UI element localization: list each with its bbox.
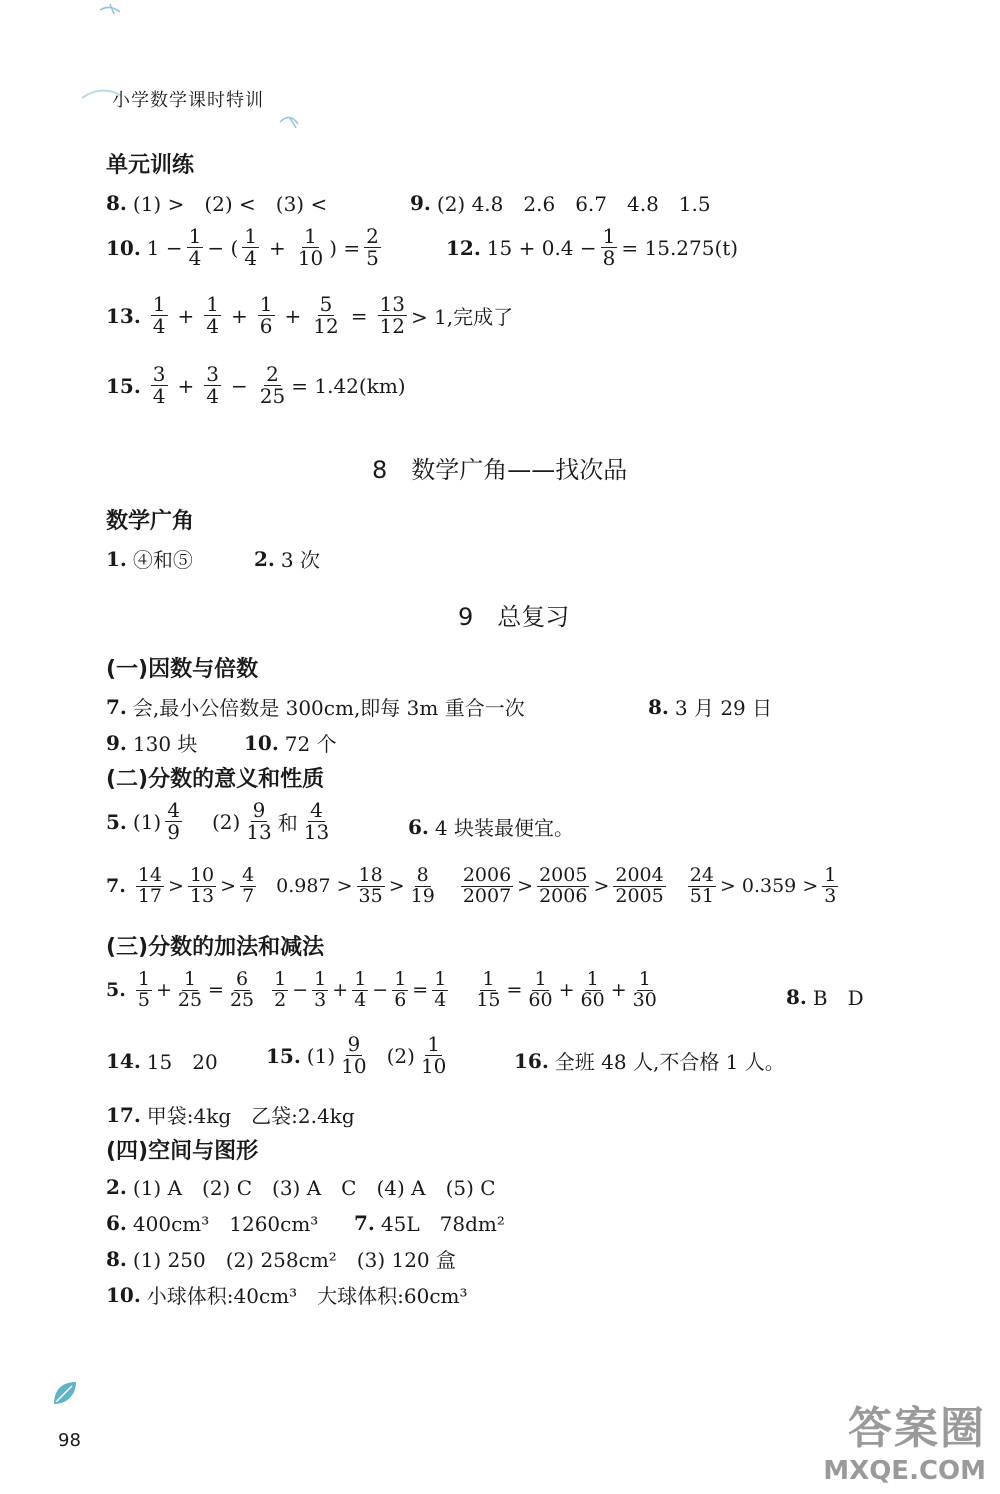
fraction: $\frac{18}{35}$	[358, 864, 383, 907]
fraction: $\frac{1}{3}$	[314, 968, 327, 1011]
fraction: $\frac{9}{10}$	[341, 1032, 367, 1078]
fraction: $\frac{1}{4}$	[434, 968, 447, 1011]
fraction: $\frac{1}{4}$	[188, 224, 202, 270]
answer-p3-16: 16. 全班 48 人,不合格 1 人。	[514, 1048, 785, 1074]
answer-p1-7: 7. 会,最小公倍数是 300cm,即每 3m 重合一次	[106, 694, 525, 720]
fraction: $\frac{13}{12}$	[379, 292, 405, 338]
section-part-2: (二)分数的意义和性质	[106, 767, 325, 792]
fraction: $\frac{1}{3}$	[824, 864, 837, 907]
section-math-corner: 数学广角	[106, 509, 195, 534]
section-unit-training: 单元训练	[106, 153, 195, 178]
answer-8: 8. (1) > (2) < (3) <	[106, 190, 328, 216]
answer-p2-5: 5. (1) $\frac{4}{9}$ (2) $\frac{9}{13}$ 和 $\frac{4}{13}$	[106, 798, 330, 844]
book-header-title: 小学数学课时特训	[112, 90, 264, 111]
answer-9: 9. (2) 4.8 2.6 6.7 4.8 1.5	[410, 190, 711, 216]
fraction: $\frac{1}{10}$	[420, 1032, 447, 1078]
section-part-3: (三)分数的加法和减法	[106, 935, 325, 960]
fraction: $\frac{1}{10}$	[297, 224, 324, 270]
fraction: $\frac{2004}{2005}$	[615, 864, 664, 907]
leaf-icon	[50, 1378, 78, 1408]
answer-15: 15. $\frac{3}{4}$ + $\frac{3}{4}$ − $\frac{2}{25}$ = 1.42(km)	[106, 362, 406, 408]
fraction: $\frac{3}{4}$	[206, 362, 220, 408]
fraction: $\frac{1}{4}$	[206, 292, 220, 338]
fraction: $\frac{1}{6}$	[394, 968, 407, 1011]
fraction: $\frac{2005}{2006}$	[539, 864, 588, 907]
fraction: $\frac{8}{19}$	[410, 864, 435, 907]
fraction: $\frac{1}{5}$	[137, 968, 150, 1011]
fraction: $\frac{1}{8}$	[602, 224, 616, 270]
fraction: $\frac{3}{4}$	[152, 362, 166, 408]
answer-p4-6: 6. 400cm³ 1260cm³	[106, 1210, 319, 1236]
section-part-4: (四)空间与图形	[106, 1139, 259, 1164]
answer-p4-8: 8. (1) 250 (2) 258cm² (3) 120 盒	[106, 1246, 457, 1272]
answer-p1-8: 8. 3 月 29 日	[648, 694, 773, 720]
fraction: $\frac{9}{13}$	[246, 798, 272, 844]
answer-p4-7: 7. 45L 78dm²	[354, 1210, 505, 1236]
fraction: $\frac{4}{7}$	[242, 864, 255, 907]
answer-p4-10: 10. 小球体积:40cm³ 大球体积:60cm³	[106, 1282, 468, 1308]
fraction: $\frac{1}{6}$	[259, 292, 273, 338]
answer-10: 10. 1 − $\frac{1}{4}$ − ( $\frac{1}{4}$ + $\frac{1}{10}$ ) = $\frac{2}{5}$	[106, 224, 379, 270]
fraction: $\frac{10}{13}$	[189, 864, 215, 907]
fraction: $\frac{6}{25}$	[229, 968, 255, 1011]
answer-13: 13. $\frac{1}{4}$ + $\frac{1}{4}$ + $\frac{1}{6}$ + $\frac{5}{12}$ = $\frac{13}{12}$ > 1,完成了	[106, 292, 514, 338]
fraction: $\frac{1}{4}$	[152, 292, 166, 338]
fraction: $\frac{5}{12}$	[313, 292, 339, 338]
fraction: $\frac{24}{51}$	[689, 864, 714, 907]
answer-p3-14: 14. 15 20	[106, 1048, 218, 1074]
fraction: $\frac{2}{5}$	[366, 224, 379, 270]
page-number: 98	[58, 1430, 81, 1451]
answer-p3-15: 15. (1) $\frac{9}{10}$ (2) $\frac{1}{10}$	[266, 1032, 447, 1078]
fraction: $\frac{2}{25}$	[259, 362, 286, 408]
fraction: $\frac{1}{2}$	[274, 968, 287, 1011]
answer-p1-9: 9. 130 块	[106, 730, 198, 756]
chapter-8-title: 8 数学广角——找次品	[372, 456, 628, 484]
fraction: $\frac{1}{15}$	[476, 968, 501, 1011]
answer-p3-8: 8. B D	[786, 984, 864, 1010]
fraction: $\frac{1}{30}$	[632, 968, 657, 1011]
fraction: $\frac{2006}{2007}$	[462, 864, 512, 907]
fraction: $\frac{4}{9}$	[167, 798, 180, 844]
decorative-swirl-icon	[40, 0, 300, 140]
answer-p4-2: 2. (1) A (2) C (3) A C (4) A (5) C	[106, 1174, 496, 1200]
watermark-logo: 答案圈 MXQE.COM	[823, 1403, 986, 1486]
answer-p2-6: 6. 4 块装最便宜。	[408, 814, 574, 840]
fraction: $\frac{1}{60}$	[528, 968, 553, 1011]
answer-mc-1: 1. ④和⑤	[106, 546, 193, 572]
section-part-1: (一)因数与倍数	[106, 657, 259, 682]
fraction: $\frac{1}{60}$	[580, 968, 605, 1011]
fraction: $\frac{1}{25}$	[177, 968, 203, 1011]
answer-p2-7: 7. $\frac{14}{17}$ > $\frac{10}{13}$ > $\frac{4}{7}$ 0.987 > $\frac{18}{35}$ > $\frac{8}{19}$ $\frac{2006}{2007}$ > $\frac{2005}{2006}$ > $\frac{2004}{2005}$ $\frac{24}{51}$ > 0.359 > $\frac{1}{3}$	[106, 864, 837, 907]
fraction: $\frac{1}{4}$	[244, 224, 258, 270]
chapter-9-title: 9 总复习	[458, 603, 570, 631]
answer-p3-5: 5. $\frac{1}{5}$ + $\frac{1}{25}$ = $\frac{6}{25}$ $\frac{1}{2}$ − $\frac{1}{3}$ + $\frac{1}{4}$ − $\frac{1}{6}$ = $\frac{1}{4}$ $\frac{1}{15}$ = $\frac{1}{60}$ + $\frac{1}{60}$ + $\frac{1}{30}$	[106, 968, 657, 1011]
answer-mc-2: 2. 3 次	[254, 546, 320, 572]
fraction: $\frac{1}{4}$	[354, 968, 367, 1011]
fraction: $\frac{4}{13}$	[303, 798, 330, 844]
answer-12: 12. 15 + 0.4 − $\frac{1}{8}$ = 15.275(t)	[446, 224, 739, 270]
answer-p1-10: 10. 72 个	[244, 730, 337, 756]
answer-p3-17: 17. 甲袋:4kg 乙袋:2.4kg	[106, 1102, 355, 1128]
fraction: $\frac{14}{17}$	[137, 864, 163, 907]
